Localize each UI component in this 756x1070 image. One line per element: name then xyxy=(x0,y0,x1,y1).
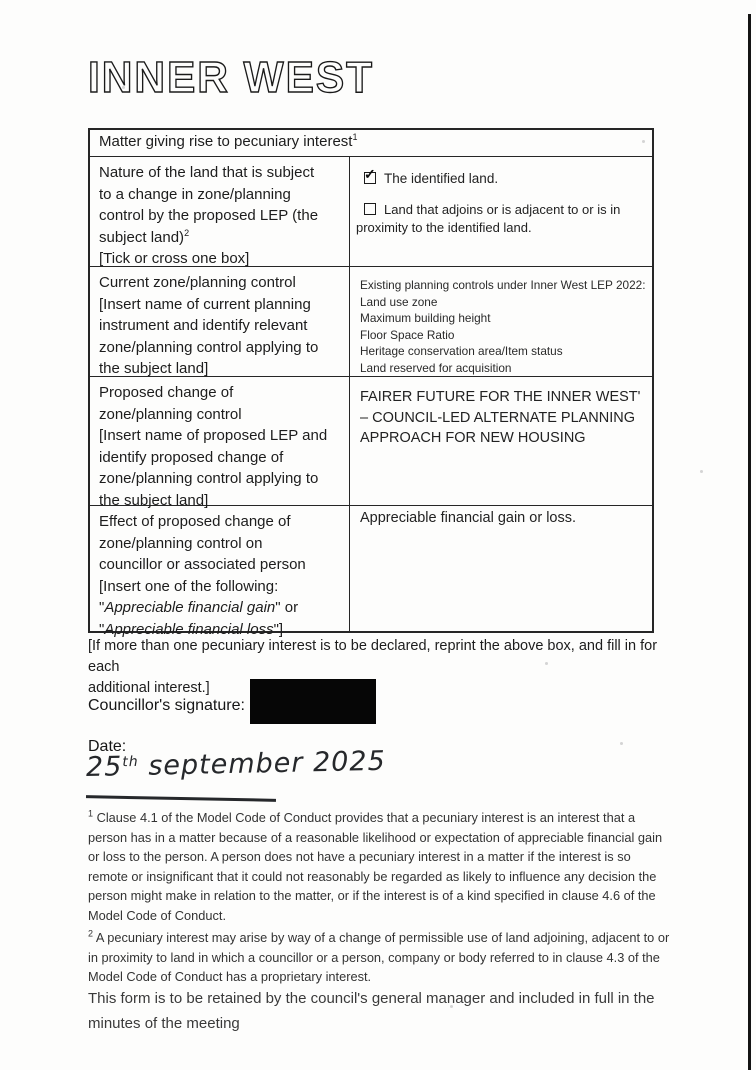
footnote-1 xyxy=(88,808,673,926)
label-line: councillor or associated person xyxy=(99,556,306,573)
logo-text: INNER WEST xyxy=(88,53,374,102)
table-header-row xyxy=(90,130,652,156)
current-zone-value-cell xyxy=(350,267,652,376)
footnote-1-marker: 1 xyxy=(88,808,94,819)
footnote-1-text: Clause 4.1 of the Model Code of Conduct provides that a pecuniary interest is an interest that a person has in a matter because of a reasonable likelihood or expectation of appreciable financial gain or loss to the person. A person does not have a pecuniary interest in a matter if the interest is so remote or insignificant that it could not reasonably be regarded as likely to influence any decision the person might make in relation to the matter, or if the interest is of a kind specified in clause 4.6 of the Model Code of Conduct. xyxy=(88,810,663,923)
option-adjoining-land-line2: proximity to the identified land. xyxy=(356,220,532,235)
quote-mark: " xyxy=(99,599,105,616)
redacted-signature-box xyxy=(250,679,376,724)
label-note-line: [Insert one of the following: xyxy=(99,577,279,595)
footnote-2 xyxy=(88,928,673,987)
label-line-text: subject land) xyxy=(99,228,185,246)
handwritten-underline xyxy=(86,795,276,801)
value-line: Heritage conservation area/Item status xyxy=(360,344,563,358)
handwritten-ordinal: th xyxy=(122,753,139,771)
check-mark-icon: ✓ xyxy=(364,166,376,182)
label-line: zone/planning control xyxy=(99,405,242,423)
current-zone-label-cell xyxy=(90,267,350,376)
unchecked-checkbox-icon xyxy=(364,203,376,215)
handwritten-month-year: september 2025 xyxy=(138,745,387,782)
option-adjoining-land xyxy=(356,201,646,237)
value-line: Floor Space Ratio xyxy=(360,327,455,342)
effect-value-cell xyxy=(350,506,652,631)
footnote-2-marker: 2 xyxy=(88,928,94,939)
reprint-instruction-line1: [If more than one pecuniary interest is to be declared, reprint the above box, and fill in for each xyxy=(88,638,658,675)
reprint-instruction-line2: additional interest.] xyxy=(88,680,210,696)
value-line: Maximum building height xyxy=(360,311,491,325)
value-line: – COUNCIL-LED ALTERNATE PLANNING xyxy=(360,409,636,426)
option-identified-land-text: The identified land. xyxy=(384,171,499,186)
councillor-signature-label: Councillor's signature: xyxy=(88,697,245,714)
handwritten-day: 25 xyxy=(85,751,123,783)
effect-label-cell xyxy=(90,506,350,638)
inner-west-logo-svg xyxy=(86,52,386,102)
quote-mark: " xyxy=(99,620,105,638)
reprint-instruction xyxy=(88,636,668,699)
label-note-line: instrument and identify relevant xyxy=(99,317,308,334)
nature-of-land-label-cell xyxy=(90,157,350,266)
scan-edge-line xyxy=(748,14,751,1070)
tick-instruction: [Tick or cross one box] xyxy=(99,250,250,267)
value-line: Land reserved for acquisition xyxy=(360,360,512,375)
value-line: Existing planning controls under Inner West LEP 2022: xyxy=(360,278,646,292)
proposed-change-label-cell xyxy=(90,377,350,509)
value-line: FAIRER FUTURE FOR THE INNER WEST' xyxy=(360,389,641,405)
value-line: APPROACH FOR NEW HOUSING xyxy=(360,430,586,446)
header-footnote-marker: 1 xyxy=(352,132,358,142)
quote-bracket: "] xyxy=(273,620,284,638)
label-note-line: zone/planning control applying to xyxy=(99,470,319,487)
footnote-2-text: A pecuniary interest may arise by way of a change of permissible use of land adjoining, adjacent to or in proximity to land in which a councillor or a person, company or body referred to in clause 4.3 of the Model Code of Conduct has a proprietary interest. xyxy=(88,930,670,985)
label-line: Nature of the land that is subject xyxy=(99,164,315,181)
quote-or: " or xyxy=(275,599,299,616)
value-line: Land use zone xyxy=(360,294,438,309)
scan-speck xyxy=(620,742,623,745)
label-footnote-marker: 2 xyxy=(184,227,190,238)
proposed-change-value-cell xyxy=(350,377,652,505)
retention-statement: This form is to be retained by the council's general manager and included in full in the minutes of the meeting xyxy=(88,990,655,1032)
label-note-line: identify proposed change of xyxy=(99,448,284,466)
table-row-effect xyxy=(90,505,652,638)
label-line: zone/planning control on xyxy=(99,534,263,552)
effect-value-text: Appreciable financial gain or loss. xyxy=(360,510,577,526)
label-note-line: [Insert name of current planning xyxy=(99,295,311,313)
label-note-line: the subject land] xyxy=(99,360,209,377)
label-line: Current zone/planning control xyxy=(99,274,296,291)
table-header-text: Matter giving rise to pecuniary interest xyxy=(99,133,353,150)
handwritten-date xyxy=(86,746,386,783)
table-row-proposed-change xyxy=(90,376,652,509)
label-line: control by the proposed LEP (the xyxy=(99,207,319,224)
pecuniary-interest-table xyxy=(88,128,654,638)
gain-option-text: Appreciable financial gain xyxy=(104,599,276,616)
label-note-line: the subject land] xyxy=(99,491,209,509)
scan-speck xyxy=(700,470,703,473)
table-row-nature-of-land xyxy=(90,156,652,266)
label-note-line: zone/planning control applying to xyxy=(99,338,319,356)
label-line xyxy=(99,227,341,249)
option-identified-land xyxy=(360,166,646,188)
label-line: Proposed change of xyxy=(99,384,234,401)
nature-of-land-options-cell xyxy=(350,157,652,266)
checked-checkbox-icon xyxy=(364,166,376,184)
label-line: to a change in zone/planning xyxy=(99,185,291,203)
label-note-line: [Insert name of proposed LEP and xyxy=(99,427,328,444)
option-adjoining-land-line1: Land that adjoins or is adjacent to or is in xyxy=(384,202,621,217)
date-label: Date: xyxy=(88,738,127,755)
label-note-line xyxy=(99,597,341,619)
loss-option-text: Appreciable financial loss xyxy=(104,620,274,638)
table-row-current-zone xyxy=(90,266,652,376)
label-line: Effect of proposed change of xyxy=(99,513,291,530)
inner-west-logo xyxy=(86,52,386,107)
